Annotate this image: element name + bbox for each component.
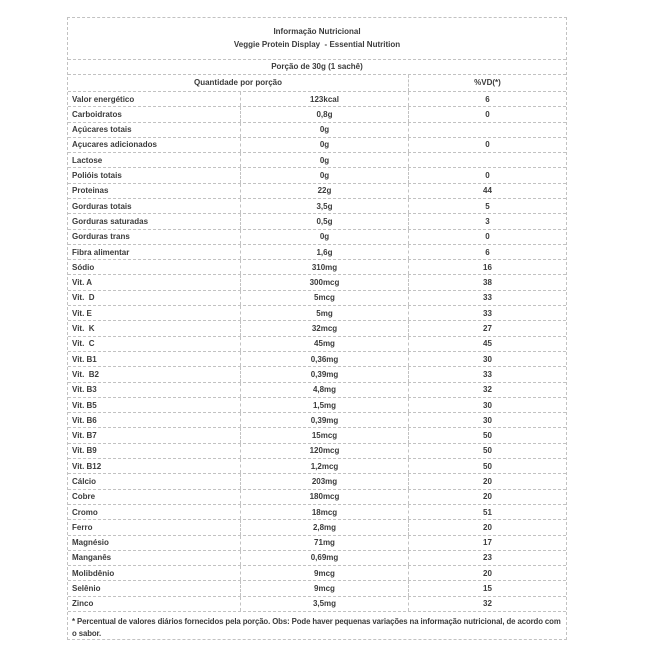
nutrient-daily-value: 30 bbox=[408, 398, 566, 412]
nutrient-label: Zinco bbox=[72, 599, 94, 609]
nutrient-label: Cobre bbox=[72, 492, 96, 502]
nutrient-daily-value: 33 bbox=[408, 306, 566, 320]
nutrient-daily-value: 50 bbox=[408, 428, 566, 442]
table-row bbox=[68, 290, 566, 305]
nutrient-amount: 1,5mg bbox=[240, 398, 408, 412]
nutrient-amount: 0g bbox=[240, 168, 408, 182]
nutrient-amount: 2,8mg bbox=[240, 520, 408, 534]
nutrient-amount: 0,39mg bbox=[240, 413, 408, 427]
table-row bbox=[68, 504, 566, 519]
nutrition-table bbox=[67, 17, 567, 640]
table-row bbox=[68, 535, 566, 550]
table-row bbox=[68, 519, 566, 534]
nutrient-label: Polióis totais bbox=[72, 171, 122, 181]
nutrient-label: Proteinas bbox=[72, 186, 109, 196]
nutrient-daily-value: 23 bbox=[408, 551, 566, 565]
nutrient-amount: 3,5g bbox=[240, 199, 408, 213]
nutrient-label: Vit. B3 bbox=[72, 385, 97, 395]
nutrient-daily-value: 50 bbox=[408, 444, 566, 458]
nutrition-rows bbox=[68, 91, 566, 611]
table-row bbox=[68, 351, 566, 366]
nutrient-daily-value: 0 bbox=[408, 168, 566, 182]
nutrient-amount: 203mg bbox=[240, 474, 408, 488]
column-header-dv: %VD(*) bbox=[408, 75, 566, 91]
nutrient-daily-value: 3 bbox=[408, 214, 566, 228]
nutrient-label: Lactose bbox=[72, 155, 103, 165]
table-title: Informação Nutricional bbox=[273, 27, 361, 37]
table-row bbox=[68, 458, 566, 473]
serving-size-text: Porção de 30g (1 sachê) bbox=[271, 62, 363, 72]
nutrient-daily-value: 27 bbox=[408, 321, 566, 335]
nutrient-amount: 0,39mg bbox=[240, 367, 408, 381]
serving-row bbox=[68, 59, 566, 74]
nutrient-amount: 9mcg bbox=[240, 581, 408, 595]
nutrient-amount: 1,6g bbox=[240, 245, 408, 259]
table-row bbox=[68, 305, 566, 320]
nutrient-label: Gorduras trans bbox=[72, 232, 130, 242]
nutrient-daily-value: 32 bbox=[408, 597, 566, 611]
table-row bbox=[68, 320, 566, 335]
nutrient-amount: 0g bbox=[240, 123, 408, 137]
nutrient-daily-value: 20 bbox=[408, 566, 566, 580]
table-row bbox=[68, 412, 566, 427]
nutrient-label: Cromo bbox=[72, 507, 98, 517]
table-title-cell bbox=[68, 18, 566, 59]
table-row bbox=[68, 229, 566, 244]
nutrient-amount: 3,5mg bbox=[240, 597, 408, 611]
table-row bbox=[68, 427, 566, 442]
nutrient-label: Vit. B12 bbox=[72, 461, 102, 471]
footnote: * Percentual de valores diários fornecidos pela porção. Obs: Pode haver pequenas variações na informação nutricional, de acordo com o sabor. bbox=[68, 611, 566, 639]
nutrient-label: Açucares adicionados bbox=[72, 140, 157, 150]
nutrient-label: Vit. B2 bbox=[72, 369, 99, 379]
nutrient-daily-value: 33 bbox=[408, 291, 566, 305]
nutrient-amount: 5mg bbox=[240, 306, 408, 320]
nutrient-label: Selênio bbox=[72, 584, 101, 594]
nutrient-amount: 15mcg bbox=[240, 428, 408, 442]
nutrient-label: Vit. B7 bbox=[72, 431, 97, 441]
table-row bbox=[68, 122, 566, 137]
nutrient-label: Vit. E bbox=[72, 308, 92, 318]
table-row bbox=[68, 336, 566, 351]
nutrient-daily-value: 44 bbox=[408, 184, 566, 198]
nutrient-daily-value: 6 bbox=[408, 92, 566, 106]
nutrient-label: Fibra alimentar bbox=[72, 247, 130, 257]
nutrient-daily-value bbox=[408, 123, 566, 137]
nutrient-daily-value: 30 bbox=[408, 352, 566, 366]
nutrient-label: Gorduras totais bbox=[72, 201, 132, 211]
nutrient-label: Vit. A bbox=[72, 278, 93, 288]
nutrient-daily-value: 17 bbox=[408, 536, 566, 550]
nutrient-label: Vit. B1 bbox=[72, 354, 97, 364]
nutrient-daily-value: 30 bbox=[408, 413, 566, 427]
nutrient-label: Ferro bbox=[72, 522, 93, 532]
table-row bbox=[68, 137, 566, 152]
nutrient-amount: 32mcg bbox=[240, 321, 408, 335]
nutrient-daily-value: 0 bbox=[408, 107, 566, 121]
table-row bbox=[68, 152, 566, 167]
table-row bbox=[68, 183, 566, 198]
nutrient-label: Cálcio bbox=[72, 476, 97, 486]
nutrient-daily-value: 5 bbox=[408, 199, 566, 213]
nutrient-label: Vit. D bbox=[72, 293, 95, 303]
table-row bbox=[68, 244, 566, 259]
nutrient-amount: 22g bbox=[240, 184, 408, 198]
column-header-row bbox=[68, 74, 566, 91]
table-row bbox=[68, 259, 566, 274]
nutrient-amount: 18mcg bbox=[240, 505, 408, 519]
table-row bbox=[68, 489, 566, 504]
nutrient-daily-value: 50 bbox=[408, 459, 566, 473]
table-subtitle: Veggie Protein Display - Essential Nutrition bbox=[233, 40, 401, 50]
nutrient-amount: 0g bbox=[240, 138, 408, 152]
nutrient-amount: 180mcg bbox=[240, 490, 408, 504]
nutrient-amount: 310mg bbox=[240, 260, 408, 274]
nutrient-label: Valor energético bbox=[72, 94, 135, 104]
nutrient-amount: 123kcal bbox=[240, 92, 408, 106]
nutrient-label: Molibdênio bbox=[72, 568, 115, 578]
nutrient-amount: 0,69mg bbox=[240, 551, 408, 565]
nutrient-amount: 0,5g bbox=[240, 214, 408, 228]
nutrient-label: Sódio bbox=[72, 262, 95, 272]
table-row bbox=[68, 274, 566, 289]
table-row bbox=[68, 106, 566, 121]
nutrient-daily-value: 45 bbox=[408, 337, 566, 351]
nutrient-amount: 71mg bbox=[240, 536, 408, 550]
nutrient-daily-value: 0 bbox=[408, 230, 566, 244]
nutrient-amount: 4,8mg bbox=[240, 383, 408, 397]
nutrient-label: Gorduras saturadas bbox=[72, 216, 149, 226]
nutrient-daily-value: 20 bbox=[408, 490, 566, 504]
table-row bbox=[68, 198, 566, 213]
table-row bbox=[68, 382, 566, 397]
nutrient-amount: 0g bbox=[240, 230, 408, 244]
nutrient-daily-value: 16 bbox=[408, 260, 566, 274]
nutrient-daily-value: 33 bbox=[408, 367, 566, 381]
nutrient-label: Carboidratos bbox=[72, 109, 122, 119]
nutrient-label: Vit. C bbox=[72, 339, 95, 349]
table-row bbox=[68, 443, 566, 458]
nutrient-label: Vit. B9 bbox=[72, 446, 97, 456]
nutrient-amount: 120mcg bbox=[240, 444, 408, 458]
nutrient-label: Manganês bbox=[72, 553, 112, 563]
table-row bbox=[68, 580, 566, 595]
nutrient-label: Vit. B5 bbox=[72, 400, 97, 410]
nutrient-amount: 0,36mg bbox=[240, 352, 408, 366]
table-row bbox=[68, 366, 566, 381]
table-row bbox=[68, 397, 566, 412]
nutrient-daily-value: 20 bbox=[408, 520, 566, 534]
nutrient-label: Vit. K bbox=[72, 324, 95, 334]
nutrient-amount: 5mcg bbox=[240, 291, 408, 305]
table-row bbox=[68, 565, 566, 580]
nutrient-label: Açúcares totais bbox=[72, 125, 132, 135]
nutrient-daily-value bbox=[408, 153, 566, 167]
nutrient-label: Vit. B6 bbox=[72, 415, 97, 425]
nutrient-daily-value: 32 bbox=[408, 383, 566, 397]
column-header-amount: Quantidade por porção bbox=[193, 78, 282, 88]
nutrient-daily-value: 6 bbox=[408, 245, 566, 259]
nutrient-daily-value: 0 bbox=[408, 138, 566, 152]
table-row bbox=[68, 91, 566, 106]
table-row bbox=[68, 596, 566, 611]
nutrient-amount: 300mcg bbox=[240, 275, 408, 289]
nutrient-amount: 0g bbox=[240, 153, 408, 167]
nutrient-amount: 0,8g bbox=[240, 107, 408, 121]
table-row bbox=[68, 550, 566, 565]
nutrient-daily-value: 15 bbox=[408, 581, 566, 595]
table-row bbox=[68, 213, 566, 228]
nutrient-daily-value: 38 bbox=[408, 275, 566, 289]
nutrient-amount: 9mcg bbox=[240, 566, 408, 580]
nutrient-label: Magnésio bbox=[72, 538, 109, 548]
nutrient-daily-value: 51 bbox=[408, 505, 566, 519]
nutrient-amount: 1,2mcg bbox=[240, 459, 408, 473]
nutrient-amount: 45mg bbox=[240, 337, 408, 351]
table-row bbox=[68, 167, 566, 182]
table-row bbox=[68, 473, 566, 488]
nutrient-daily-value: 20 bbox=[408, 474, 566, 488]
